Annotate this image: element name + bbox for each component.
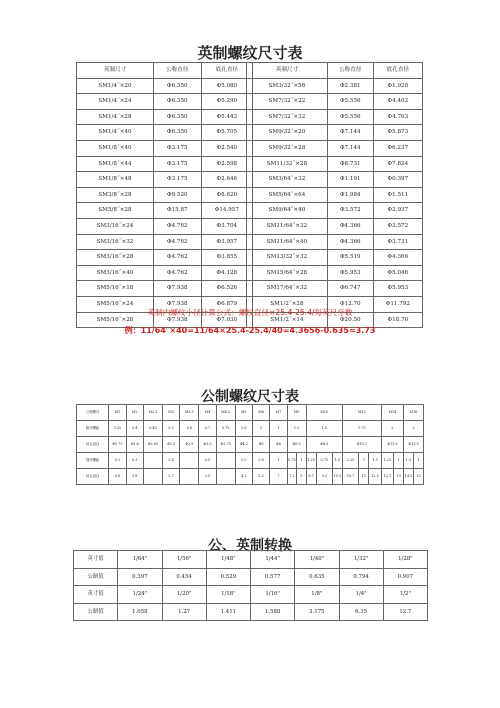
table-cell: Φ6.526 bbox=[201, 281, 252, 297]
table-cell: SM1/2˝×28 bbox=[247, 296, 328, 312]
table-cell: 1 bbox=[297, 453, 306, 469]
header-cell: 底孔直径 bbox=[201, 63, 252, 79]
table-cell: 1.058 bbox=[118, 603, 162, 621]
table-cell: Φ5.705 bbox=[201, 125, 252, 141]
table-cell: 14.5 bbox=[404, 469, 414, 485]
table-cell: Φ4.763 bbox=[373, 109, 422, 125]
table-cell: 0.577 bbox=[251, 568, 295, 586]
table-cell: Φ1.511 bbox=[373, 187, 422, 203]
table-cell: 0.8 bbox=[235, 421, 252, 437]
table-cell: Φ6.350 bbox=[153, 94, 201, 110]
table-cell: 0.529 bbox=[206, 568, 250, 586]
table-cell: 1/28" bbox=[383, 551, 427, 569]
table-cell: 12.7 bbox=[383, 603, 427, 621]
table-cell: Φ4.366 bbox=[373, 250, 422, 266]
table-cell: 0.25 bbox=[109, 421, 126, 437]
table-cell: Φ7.824 bbox=[373, 156, 422, 172]
table-row bbox=[77, 203, 253, 219]
metric-coarse-pitch-row bbox=[77, 421, 424, 437]
table-cell: Φ6.5 bbox=[287, 437, 306, 453]
table-cell: 英寸值 bbox=[74, 551, 118, 569]
conversion-table bbox=[73, 550, 428, 621]
table-cell: Φ3.572 bbox=[327, 203, 373, 219]
table-cell: Φ2.598 bbox=[201, 156, 252, 172]
table-cell: SM3/16˝×32 bbox=[77, 234, 154, 250]
table-cell: 0.6 bbox=[180, 421, 199, 437]
table-cell: Φ0.75 bbox=[109, 437, 126, 453]
table-cell: SM9/32˝×28 bbox=[247, 140, 328, 156]
table-cell: 15 bbox=[413, 469, 423, 485]
table-row bbox=[77, 250, 253, 266]
table-cell: 3.5 bbox=[199, 469, 216, 485]
table-cell: Φ10.2 bbox=[342, 437, 381, 453]
table-row bbox=[77, 187, 253, 203]
table-cell: 4.5 bbox=[235, 469, 252, 485]
table-cell: Φ3.572 bbox=[373, 218, 422, 234]
header-cell: 底孔直径 bbox=[373, 63, 422, 79]
table-cell: Φ4.366 bbox=[327, 234, 373, 250]
table-cell: Φ4.762 bbox=[153, 234, 201, 250]
table-cell: 1/24" bbox=[118, 586, 162, 604]
table-cell: SM5/16˝×28 bbox=[77, 312, 154, 328]
table-cell: Φ9.520 bbox=[153, 187, 201, 203]
table-cell: 1.75 bbox=[342, 421, 381, 437]
table-row bbox=[247, 78, 423, 94]
table-cell: SM11/64˝×40 bbox=[247, 234, 328, 250]
table-cell: Φ6.237 bbox=[373, 140, 422, 156]
table-header-row bbox=[77, 63, 253, 79]
table-cell: 2 bbox=[381, 421, 403, 437]
table-cell: 1.25 bbox=[306, 453, 316, 469]
table-row bbox=[77, 109, 253, 125]
table-cell: 0.907 bbox=[383, 568, 427, 586]
table-cell: 0.8 bbox=[252, 453, 269, 469]
table-cell: 1.5 bbox=[333, 453, 343, 469]
table-cell: 0.4 bbox=[126, 421, 143, 437]
table-cell: Φ2.540 bbox=[201, 140, 252, 156]
table-cell: M7 bbox=[270, 405, 287, 421]
table-cell: Φ5.953 bbox=[327, 265, 373, 281]
table-row bbox=[247, 140, 423, 156]
table-cell: Φ4.128 bbox=[201, 265, 252, 281]
metric-table bbox=[76, 404, 424, 485]
imperial-table-left bbox=[76, 62, 253, 328]
table-cell: Φ7.144 bbox=[327, 140, 373, 156]
table-cell: 2.7 bbox=[162, 469, 179, 485]
table-cell: M16 bbox=[404, 405, 424, 421]
table-cell: 0.635 bbox=[295, 568, 339, 586]
table-cell: SM5/8˝×28 bbox=[77, 203, 154, 219]
table-row bbox=[77, 140, 253, 156]
table-header-row bbox=[247, 63, 423, 79]
table-row bbox=[77, 78, 253, 94]
table-row bbox=[247, 265, 423, 281]
table-cell: Φ5.080 bbox=[201, 78, 252, 94]
table-cell: 0.8 bbox=[109, 469, 126, 485]
example-note: 例：11/64″×40=11/64×25.4-25.4/40=4.3656-0.635≈3.73 bbox=[124, 326, 376, 335]
table-cell: Φ1.6 bbox=[126, 437, 143, 453]
table-cell: 1/48" bbox=[206, 551, 250, 569]
table-cell: SM1/4˝×28 bbox=[77, 109, 154, 125]
table-cell: 12.7 bbox=[381, 469, 393, 485]
table-cell: Φ3.3 bbox=[199, 437, 216, 453]
table-cell: 0.7 bbox=[199, 421, 216, 437]
table-cell: Φ1.928 bbox=[373, 78, 422, 94]
table-cell: Φ2.05 bbox=[143, 437, 162, 453]
table-cell: Φ13.9 bbox=[404, 437, 424, 453]
table-cell: 0.794 bbox=[339, 568, 383, 586]
table-cell: SM1/4˝×24 bbox=[77, 94, 154, 110]
table-row bbox=[77, 156, 253, 172]
table-row bbox=[247, 187, 423, 203]
header-cell: 英制尺寸 bbox=[247, 63, 328, 79]
table-cell: Φ5.519 bbox=[327, 250, 373, 266]
table-cell: 0.2 bbox=[109, 453, 126, 469]
table-cell: 0.45 bbox=[143, 421, 162, 437]
table-cell: Φ3.175 bbox=[153, 156, 201, 172]
table-cell: 公制值 bbox=[74, 568, 118, 586]
table-cell: Φ1.191 bbox=[327, 172, 373, 188]
table-cell: Φ8.5 bbox=[306, 437, 342, 453]
table-cell: 1.27 bbox=[162, 603, 206, 621]
table-cell: M12 bbox=[342, 405, 381, 421]
table-cell: 0.3 bbox=[126, 453, 143, 469]
table-cell bbox=[143, 453, 162, 469]
table-cell: M4.5 bbox=[216, 405, 235, 421]
table-cell bbox=[180, 453, 199, 469]
metric-fine-drill-row bbox=[77, 469, 424, 485]
table-cell: 粗牙螺距 bbox=[77, 421, 109, 437]
table-row bbox=[247, 94, 423, 110]
table-cell: Φ12.70 bbox=[327, 296, 373, 312]
table-row bbox=[77, 218, 253, 234]
table-cell: SM3/8˝×28 bbox=[77, 187, 154, 203]
table-row bbox=[247, 234, 423, 250]
table-cell: SM7/32˝×22 bbox=[247, 94, 328, 110]
table-cell: 10.5 bbox=[333, 469, 343, 485]
table-cell: SM3/32˝×56 bbox=[247, 78, 328, 94]
table-cell: M10 bbox=[306, 405, 342, 421]
table-cell: 8.7 bbox=[306, 469, 316, 485]
table-cell: Φ7.144 bbox=[327, 125, 373, 141]
table-cell: M4 bbox=[199, 405, 216, 421]
table-cell: 10.7 bbox=[342, 469, 359, 485]
table-cell: Φ3.75 bbox=[216, 437, 235, 453]
header-cell: 英制尺寸 bbox=[77, 63, 154, 79]
table-cell: Φ7.938 bbox=[153, 312, 201, 328]
table-row bbox=[247, 125, 423, 141]
metric-coarse-drill-row bbox=[77, 437, 424, 453]
table-cell: 1/16" bbox=[251, 586, 295, 604]
table-cell: SM15/64˝×28 bbox=[247, 265, 328, 281]
table-cell: Φ5.953 bbox=[373, 281, 422, 297]
table-cell: 英寸值 bbox=[74, 586, 118, 604]
metric-fine-pitch-row bbox=[77, 453, 424, 469]
table-cell: Φ2.646 bbox=[201, 172, 252, 188]
table-cell: M1 bbox=[109, 405, 126, 421]
table-cell: 1 bbox=[394, 453, 404, 469]
table-cell bbox=[180, 469, 199, 485]
table-cell: SM11/32˝×28 bbox=[247, 156, 328, 172]
table-cell: Φ2.381 bbox=[327, 78, 373, 94]
table-cell: 1/32" bbox=[339, 551, 383, 569]
table-cell: M6 bbox=[252, 405, 269, 421]
table-cell: 0.75 bbox=[287, 453, 296, 469]
table-cell: Φ7.938 bbox=[153, 296, 201, 312]
table-cell: 7.2 bbox=[287, 469, 296, 485]
table-cell: 1 bbox=[270, 453, 287, 469]
table-row bbox=[77, 265, 253, 281]
table-row bbox=[247, 203, 423, 219]
table-cell: M2.5 bbox=[143, 405, 162, 421]
table-cell: Φ4.762 bbox=[153, 218, 201, 234]
table-cell: SM5/64˝×64 bbox=[247, 187, 328, 203]
table-cell: Φ2.5 bbox=[162, 437, 179, 453]
table-row bbox=[247, 156, 423, 172]
table-row bbox=[247, 172, 423, 188]
table-cell: 1/44" bbox=[251, 551, 295, 569]
table-cell: SM1/4˝×40 bbox=[77, 125, 154, 141]
table-cell: SM1/2˝×14 bbox=[247, 312, 328, 328]
table-cell: M5 bbox=[235, 405, 252, 421]
table-cell: 1.588 bbox=[251, 603, 295, 621]
table-row bbox=[74, 603, 428, 621]
conversion-table-title: 公、英制转换 bbox=[208, 538, 292, 554]
table-cell: 公制螺纹 bbox=[77, 405, 109, 421]
table-cell: 1.25 bbox=[381, 453, 393, 469]
table-row bbox=[77, 125, 253, 141]
table-cell: SM1/4˝×20 bbox=[77, 78, 154, 94]
table-cell: Φ15.87 bbox=[153, 203, 201, 219]
table-cell: 13 bbox=[394, 469, 404, 485]
table-cell: Φ6.747 bbox=[327, 281, 373, 297]
table-cell: 12.5 bbox=[369, 469, 381, 485]
table-cell: 1.25 bbox=[342, 453, 359, 469]
table-cell: 1/40" bbox=[295, 551, 339, 569]
table-cell: SM11/64˝×32 bbox=[247, 218, 328, 234]
table-cell: SM1/8˝×48 bbox=[77, 172, 154, 188]
table-cell: Φ5.873 bbox=[373, 125, 422, 141]
table-cell: 钻头直径 bbox=[77, 469, 109, 485]
table-row bbox=[74, 568, 428, 586]
table-cell: 1/2" bbox=[383, 586, 427, 604]
table-cell: 0.4 bbox=[162, 453, 179, 469]
table-cell: Φ5.556 bbox=[327, 109, 373, 125]
formula-note: 英制内螺纹小径计算公式：螺纹直径×25.4-25.4/每英尺牙数 bbox=[147, 308, 353, 317]
table-cell: Φ3.731 bbox=[373, 234, 422, 250]
table-cell: Φ6 bbox=[270, 437, 287, 453]
table-cell: Φ1.984 bbox=[327, 187, 373, 203]
table-cell: SM9/32˝×20 bbox=[247, 125, 328, 141]
table-cell bbox=[216, 469, 235, 485]
table-cell: SM1/8˝×40 bbox=[77, 140, 154, 156]
table-cell: SM3/16˝×28 bbox=[77, 250, 154, 266]
table-cell: Φ5.046 bbox=[373, 265, 422, 281]
table-cell: 1/4" bbox=[339, 586, 383, 604]
table-cell: M14 bbox=[381, 405, 403, 421]
table-row bbox=[77, 234, 253, 250]
table-cell: SM3/64˝×32 bbox=[247, 172, 328, 188]
table-cell: Φ4.366 bbox=[327, 218, 373, 234]
table-cell: 5.2 bbox=[252, 469, 269, 485]
table-cell: 1 bbox=[413, 453, 423, 469]
table-cell: Φ3.704 bbox=[201, 218, 252, 234]
table-row bbox=[247, 218, 423, 234]
table-cell: 1.5 bbox=[369, 453, 381, 469]
table-cell: 1 bbox=[359, 453, 369, 469]
table-cell: SM13/32˝×32 bbox=[247, 250, 328, 266]
table-cell: Φ11.792 bbox=[373, 296, 422, 312]
table-cell: M8 bbox=[287, 405, 306, 421]
table-cell: Φ14.957 bbox=[201, 203, 252, 219]
table-cell: 0.397 bbox=[118, 568, 162, 586]
table-cell bbox=[216, 453, 235, 469]
table-cell: 公制值 bbox=[74, 603, 118, 621]
header-cell: 公称直径 bbox=[153, 63, 201, 79]
table-cell: 1/18" bbox=[206, 586, 250, 604]
table-cell: 0.454 bbox=[162, 568, 206, 586]
table-cell: Φ3.175 bbox=[153, 140, 201, 156]
table-cell: SM5/16˝×18 bbox=[77, 281, 154, 297]
table-cell: SM17/64˝×32 bbox=[247, 281, 328, 297]
table-cell: Φ6.350 bbox=[153, 125, 201, 141]
table-cell: Φ2.9 bbox=[180, 437, 199, 453]
table-cell: 1.5 bbox=[287, 421, 306, 437]
table-cell: 1 bbox=[270, 421, 287, 437]
table-row bbox=[74, 586, 428, 604]
table-cell: Φ2.937 bbox=[373, 203, 422, 219]
table-cell: Φ4.402 bbox=[373, 94, 422, 110]
table-cell: Φ18.70 bbox=[373, 312, 422, 328]
table-cell: 9 bbox=[297, 469, 306, 485]
table-cell: M3 bbox=[162, 405, 179, 421]
table-cell: 6.35 bbox=[339, 603, 383, 621]
table-cell: Φ5 bbox=[252, 437, 269, 453]
table-cell: 细牙螺距 bbox=[77, 453, 109, 469]
table-cell: Φ8.620 bbox=[201, 187, 252, 203]
table-cell: 1/64" bbox=[118, 551, 162, 569]
table-cell: 2 bbox=[404, 421, 424, 437]
table-cell: Φ3.855 bbox=[201, 250, 252, 266]
table-cell: Φ11.9 bbox=[381, 437, 403, 453]
table-cell: Φ6.350 bbox=[153, 109, 201, 125]
table-cell: Φ6.879 bbox=[201, 296, 252, 312]
table-cell: Φ7.938 bbox=[153, 281, 201, 297]
metric-header-row bbox=[77, 405, 424, 421]
header-cell: 公称直径 bbox=[327, 63, 373, 79]
table-cell: 0.5 bbox=[199, 453, 216, 469]
table-cell: 1/56" bbox=[162, 551, 206, 569]
table-cell: Φ4.762 bbox=[153, 250, 201, 266]
table-cell: 7 bbox=[270, 469, 287, 485]
table-cell: 9.2 bbox=[316, 469, 333, 485]
table-row bbox=[77, 281, 253, 297]
table-cell bbox=[143, 469, 162, 485]
table-cell: 1/8" bbox=[295, 586, 339, 604]
table-cell: Φ4.2 bbox=[235, 437, 252, 453]
table-cell: 1.8 bbox=[126, 469, 143, 485]
table-cell: SM1/8˝×44 bbox=[77, 156, 154, 172]
table-cell: Φ7.030 bbox=[201, 312, 252, 328]
table-cell: 钻头直径 bbox=[77, 437, 109, 453]
table-cell: Φ4.762 bbox=[153, 265, 201, 281]
table-cell: 0.75 bbox=[316, 453, 333, 469]
table-cell: 1.5 bbox=[306, 421, 342, 437]
table-cell: SM5/16˝×24 bbox=[77, 296, 154, 312]
table-row bbox=[247, 281, 423, 297]
table-cell: SM9/64˝×40 bbox=[247, 203, 328, 219]
table-cell: 11 bbox=[359, 469, 369, 485]
table-cell: Φ20.50 bbox=[327, 312, 373, 328]
table-cell: Φ6.350 bbox=[153, 78, 201, 94]
table-cell: M3.5 bbox=[180, 405, 199, 421]
table-row bbox=[247, 250, 423, 266]
table-cell: 1.411 bbox=[206, 603, 250, 621]
table-row bbox=[74, 551, 428, 569]
table-cell: Φ5.556 bbox=[327, 94, 373, 110]
table-cell: Φ8.731 bbox=[327, 156, 373, 172]
table-cell: 1/20" bbox=[162, 586, 206, 604]
table-cell: SM7/32˝×32 bbox=[247, 109, 328, 125]
table-row bbox=[77, 172, 253, 188]
table-cell: 1 bbox=[252, 421, 269, 437]
table-cell: SM3/16˝×40 bbox=[77, 265, 154, 281]
table-cell: 1.5 bbox=[404, 453, 414, 469]
table-cell: Φ3.175 bbox=[153, 172, 201, 188]
imperial-table-title: 英制螺纹尺寸表 bbox=[197, 44, 303, 62]
imperial-table-right bbox=[246, 62, 423, 328]
metric-table-title: 公制螺纹尺寸表 bbox=[201, 389, 299, 405]
table-cell: Φ3.957 bbox=[201, 234, 252, 250]
table-cell: 0.5 bbox=[162, 421, 179, 437]
table-cell: Φ5.290 bbox=[201, 94, 252, 110]
table-row bbox=[247, 109, 423, 125]
table-cell: Φ0.397 bbox=[373, 172, 422, 188]
table-cell: 0.75 bbox=[216, 421, 235, 437]
table-cell: Φ5.443 bbox=[201, 109, 252, 125]
table-cell: 3.175 bbox=[295, 603, 339, 621]
table-cell: 0.5 bbox=[235, 453, 252, 469]
table-cell: M2 bbox=[126, 405, 143, 421]
table-row bbox=[77, 94, 253, 110]
table-cell: SM3/16˝×24 bbox=[77, 218, 154, 234]
